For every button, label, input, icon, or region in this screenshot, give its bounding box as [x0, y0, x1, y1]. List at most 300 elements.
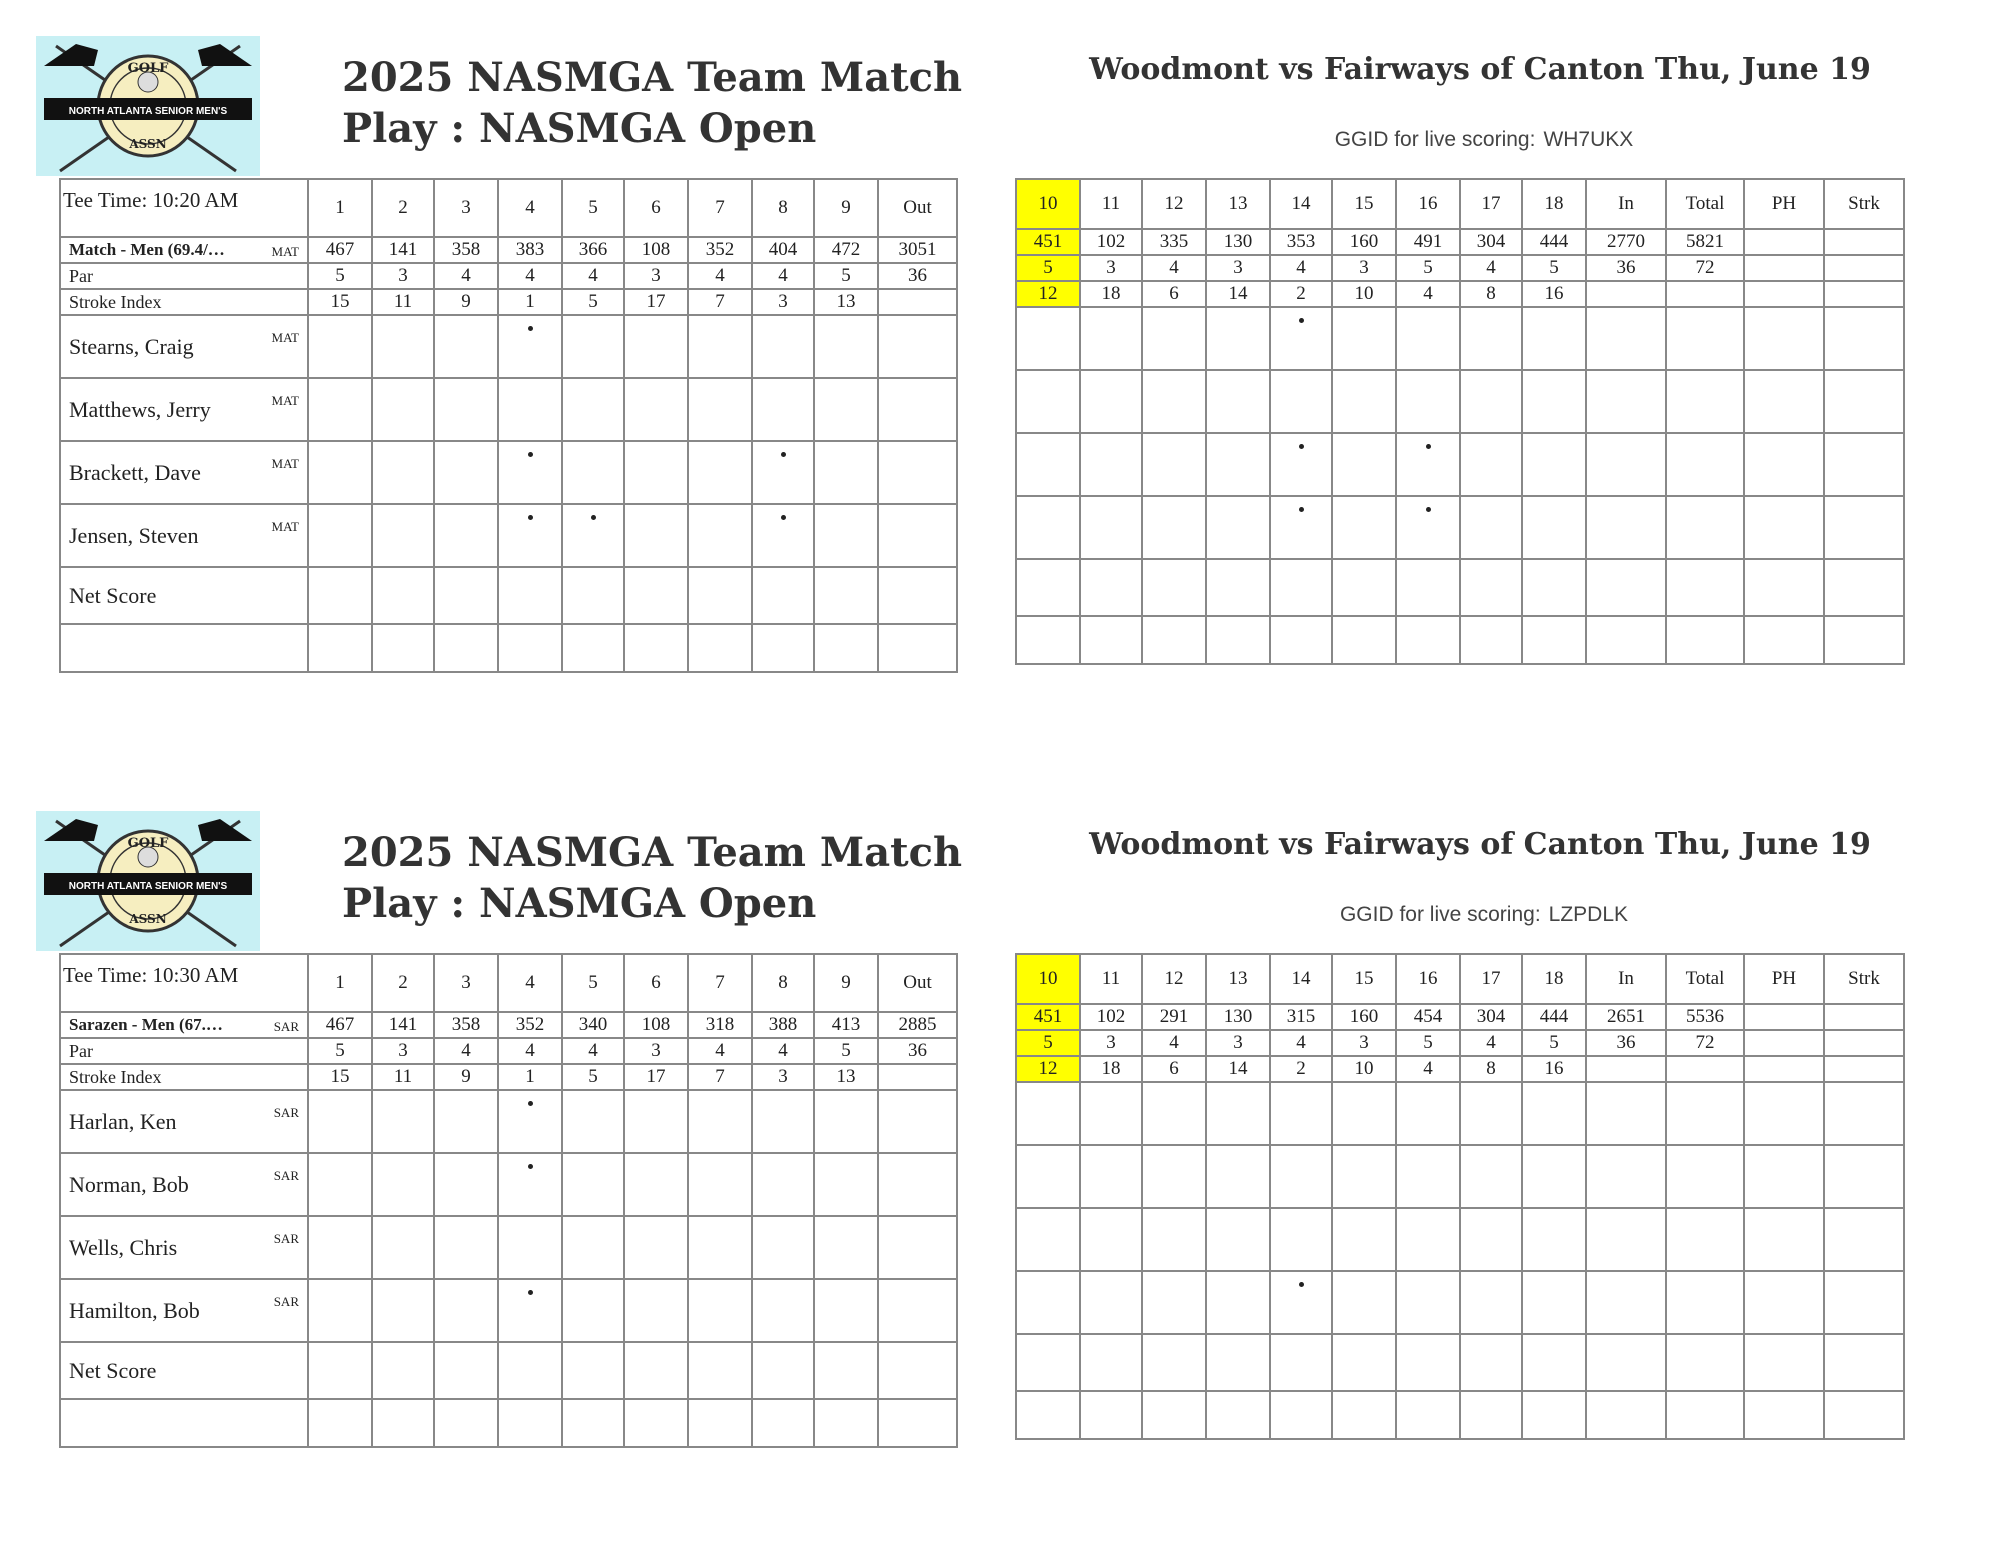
score-cell[interactable]	[308, 1279, 372, 1342]
par-cell	[1744, 255, 1824, 281]
score-cell[interactable]	[878, 441, 957, 504]
score-cell[interactable]	[688, 1090, 752, 1153]
score-cell[interactable]	[1824, 1271, 1904, 1334]
score-cell[interactable]	[1270, 307, 1332, 370]
score-cell[interactable]	[434, 315, 498, 378]
net-score-cell[interactable]	[878, 1342, 957, 1399]
yardage-cell	[1744, 1004, 1824, 1030]
score-cell[interactable]	[562, 1216, 624, 1279]
score-cell[interactable]	[1270, 1082, 1332, 1145]
score-cell[interactable]	[1586, 1082, 1666, 1145]
score-cell[interactable]	[1396, 1208, 1460, 1271]
score-cell[interactable]	[1080, 1145, 1142, 1208]
player-row	[1016, 1082, 1904, 1145]
score-cell[interactable]	[308, 1153, 372, 1216]
score-cell[interactable]	[1142, 1082, 1206, 1145]
yardage-cell	[1824, 229, 1904, 255]
par-cell: 5	[1522, 1030, 1586, 1056]
score-cell[interactable]	[1270, 433, 1332, 496]
score-cell[interactable]	[1522, 307, 1586, 370]
score-cell[interactable]	[1016, 307, 1080, 370]
score-cell[interactable]	[1666, 496, 1744, 559]
score-cell[interactable]	[624, 1216, 688, 1279]
blank-cell	[1522, 616, 1586, 664]
score-cell[interactable]	[434, 441, 498, 504]
net-score-cell[interactable]	[1666, 559, 1744, 616]
net-score-cell[interactable]	[688, 567, 752, 624]
score-cell[interactable]	[624, 441, 688, 504]
score-cell[interactable]	[1142, 1208, 1206, 1271]
stroke-index-cell: 5	[562, 1064, 624, 1090]
score-cell[interactable]	[372, 1279, 434, 1342]
par-cell: 5	[1016, 1030, 1080, 1056]
score-cell[interactable]	[1270, 1208, 1332, 1271]
net-score-cell[interactable]	[624, 1342, 688, 1399]
score-cell[interactable]	[1206, 1145, 1270, 1208]
score-cell[interactable]	[688, 378, 752, 441]
score-cell[interactable]	[1206, 1208, 1270, 1271]
score-cell[interactable]	[1206, 1271, 1270, 1334]
score-cell[interactable]	[308, 315, 372, 378]
net-score-cell[interactable]	[434, 1342, 498, 1399]
score-cell[interactable]	[1744, 496, 1824, 559]
score-cell[interactable]	[1460, 307, 1522, 370]
blank-cell	[372, 624, 434, 672]
score-cell[interactable]	[434, 1216, 498, 1279]
yardage-cell: 304	[1460, 1004, 1522, 1030]
score-cell[interactable]	[624, 1279, 688, 1342]
score-cell[interactable]	[308, 1090, 372, 1153]
score-cell[interactable]	[878, 1153, 957, 1216]
score-cell[interactable]	[752, 1216, 814, 1279]
score-cell[interactable]	[1460, 1208, 1522, 1271]
tee-time: Tee Time: 10:20 AM	[60, 179, 308, 237]
score-cell[interactable]	[1522, 1208, 1586, 1271]
stroke-dot-icon	[1299, 444, 1304, 449]
score-cell[interactable]	[1666, 1082, 1744, 1145]
stroke-dot-icon	[528, 452, 533, 457]
score-cell[interactable]	[1396, 370, 1460, 433]
net-score-cell[interactable]	[1666, 1334, 1744, 1391]
score-cell[interactable]	[1332, 370, 1396, 433]
net-score-cell[interactable]	[562, 567, 624, 624]
score-cell[interactable]	[498, 1153, 562, 1216]
score-cell[interactable]	[1206, 496, 1270, 559]
score-cell[interactable]	[752, 1153, 814, 1216]
score-cell[interactable]	[1522, 496, 1586, 559]
hole-header: Total	[1666, 179, 1744, 229]
stroke-index-cell: 4	[1396, 281, 1460, 307]
score-cell[interactable]	[562, 1279, 624, 1342]
score-cell[interactable]	[1666, 370, 1744, 433]
score-cell[interactable]	[308, 504, 372, 567]
score-cell[interactable]	[1744, 1145, 1824, 1208]
score-cell[interactable]	[624, 315, 688, 378]
hole-header: 16	[1396, 179, 1460, 229]
score-cell[interactable]	[688, 315, 752, 378]
score-cell[interactable]	[498, 315, 562, 378]
net-score-cell[interactable]	[1522, 559, 1586, 616]
score-cell[interactable]	[814, 315, 878, 378]
score-cell[interactable]	[814, 378, 878, 441]
score-cell[interactable]	[1270, 370, 1332, 433]
score-cell[interactable]	[1396, 433, 1460, 496]
score-cell[interactable]	[1460, 496, 1522, 559]
stroke-index-cell: 14	[1206, 281, 1270, 307]
score-cell[interactable]	[624, 504, 688, 567]
score-cell[interactable]	[752, 504, 814, 567]
score-cell[interactable]	[498, 378, 562, 441]
score-cell[interactable]	[372, 504, 434, 567]
score-cell[interactable]	[1016, 1208, 1080, 1271]
score-cell[interactable]	[1332, 433, 1396, 496]
score-cell[interactable]	[562, 378, 624, 441]
score-cell[interactable]	[1332, 1145, 1396, 1208]
score-cell[interactable]	[814, 1090, 878, 1153]
yardage-cell: 2770	[1586, 229, 1666, 255]
net-score-cell[interactable]	[1744, 1334, 1824, 1391]
ggid-label: GGID for live scoring:	[1339, 903, 1541, 926]
blank-cell	[1744, 1391, 1824, 1439]
net-score-cell[interactable]	[1080, 559, 1142, 616]
net-score-cell[interactable]	[372, 1342, 434, 1399]
par-cell: 5	[1396, 255, 1460, 281]
blank-row	[1016, 616, 1904, 664]
blank-cell	[1666, 1391, 1744, 1439]
score-cell[interactable]	[688, 441, 752, 504]
score-cell[interactable]	[1586, 1271, 1666, 1334]
score-cell[interactable]	[1142, 1145, 1206, 1208]
tee-tag: MAT	[271, 393, 299, 408]
net-score-cell[interactable]	[1270, 559, 1332, 616]
score-cell[interactable]	[878, 1216, 957, 1279]
score-cell[interactable]	[688, 504, 752, 567]
net-score-cell[interactable]	[1332, 559, 1396, 616]
score-cell[interactable]	[688, 1216, 752, 1279]
score-cell[interactable]	[1744, 1082, 1824, 1145]
score-cell[interactable]	[1666, 1145, 1744, 1208]
par-cell: 3	[1332, 1030, 1396, 1056]
score-cell[interactable]	[1206, 370, 1270, 433]
net-score-cell[interactable]	[1206, 1334, 1270, 1391]
hole-header: Total	[1666, 954, 1744, 1004]
score-cell[interactable]	[814, 1279, 878, 1342]
score-cell[interactable]	[1332, 1271, 1396, 1334]
score-cell[interactable]	[562, 1153, 624, 1216]
score-cell[interactable]	[688, 1153, 752, 1216]
nasmga-logo	[36, 36, 260, 176]
score-cell[interactable]	[1332, 496, 1396, 559]
score-cell[interactable]	[372, 1090, 434, 1153]
hole-header: 14	[1270, 954, 1332, 1004]
net-score-cell[interactable]	[1744, 559, 1824, 616]
score-cell[interactable]	[1016, 1145, 1080, 1208]
yardage-cell: 491	[1396, 229, 1460, 255]
score-cell[interactable]	[752, 441, 814, 504]
score-cell[interactable]	[1080, 1082, 1142, 1145]
tee-tag: SAR	[273, 1168, 299, 1183]
score-cell[interactable]	[1744, 1271, 1824, 1334]
hole-header: 17	[1460, 954, 1522, 1004]
score-cell[interactable]	[1396, 1271, 1460, 1334]
net-score-cell[interactable]	[1522, 1334, 1586, 1391]
blank-cell	[1666, 616, 1744, 664]
stroke-index-cell: 7	[688, 289, 752, 315]
score-cell[interactable]	[1522, 1082, 1586, 1145]
score-cell[interactable]	[1080, 433, 1142, 496]
par-cell: 4	[1270, 1030, 1332, 1056]
net-score-cell[interactable]	[562, 1342, 624, 1399]
yardage-cell: 102	[1080, 1004, 1142, 1030]
net-score-cell[interactable]	[308, 1342, 372, 1399]
net-score-cell[interactable]	[814, 567, 878, 624]
score-cell[interactable]	[434, 1279, 498, 1342]
score-cell[interactable]	[1744, 433, 1824, 496]
hole-header: 4	[498, 954, 562, 1012]
score-cell[interactable]	[1824, 1082, 1904, 1145]
score-cell[interactable]	[498, 441, 562, 504]
score-cell[interactable]	[1522, 1145, 1586, 1208]
score-cell[interactable]	[1270, 1271, 1332, 1334]
net-score-cell[interactable]	[1460, 1334, 1522, 1391]
score-cell[interactable]	[814, 504, 878, 567]
net-score-cell[interactable]	[1016, 1334, 1080, 1391]
score-cell[interactable]	[1080, 370, 1142, 433]
net-score-cell[interactable]	[1396, 1334, 1460, 1391]
score-cell[interactable]	[372, 441, 434, 504]
score-cell[interactable]	[1586, 307, 1666, 370]
score-cell[interactable]	[1824, 433, 1904, 496]
net-score-cell[interactable]	[1332, 1334, 1396, 1391]
score-cell[interactable]	[434, 378, 498, 441]
net-score-cell[interactable]	[1586, 559, 1666, 616]
score-cell[interactable]	[498, 1279, 562, 1342]
score-cell[interactable]	[1142, 433, 1206, 496]
net-score-cell[interactable]	[1824, 1334, 1904, 1391]
score-cell[interactable]	[1666, 433, 1744, 496]
score-cell[interactable]	[1460, 1082, 1522, 1145]
score-cell[interactable]	[1396, 1082, 1460, 1145]
net-score-cell[interactable]	[1080, 1334, 1142, 1391]
player-row	[60, 1216, 957, 1279]
net-score-cell[interactable]	[878, 567, 957, 624]
score-cell[interactable]	[1522, 433, 1586, 496]
stroke-index-row	[60, 289, 957, 315]
score-cell[interactable]	[1142, 1271, 1206, 1334]
score-cell[interactable]	[1080, 307, 1142, 370]
score-cell[interactable]	[814, 1216, 878, 1279]
net-score-cell[interactable]	[1142, 1334, 1206, 1391]
score-cell[interactable]	[1016, 433, 1080, 496]
score-cell[interactable]	[308, 378, 372, 441]
score-cell[interactable]	[752, 1090, 814, 1153]
score-cell[interactable]	[1586, 496, 1666, 559]
score-cell[interactable]	[1522, 370, 1586, 433]
score-cell[interactable]	[878, 315, 957, 378]
net-score-cell[interactable]	[752, 567, 814, 624]
score-cell[interactable]	[1206, 1082, 1270, 1145]
score-cell[interactable]	[1142, 370, 1206, 433]
stroke-index-cell: 18	[1080, 281, 1142, 307]
blank-cell	[498, 624, 562, 672]
score-cell[interactable]	[1396, 1145, 1460, 1208]
score-cell[interactable]	[308, 1216, 372, 1279]
score-cell[interactable]	[562, 315, 624, 378]
score-cell[interactable]	[562, 1090, 624, 1153]
net-score-cell[interactable]	[498, 567, 562, 624]
net-score-cell[interactable]	[688, 1342, 752, 1399]
stroke-index-cell: 9	[434, 289, 498, 315]
yardage-cell: 383	[498, 237, 562, 263]
score-cell[interactable]	[624, 1153, 688, 1216]
score-cell[interactable]	[878, 1279, 957, 1342]
score-cell[interactable]	[498, 504, 562, 567]
hole-header: In	[1586, 179, 1666, 229]
score-cell[interactable]	[1522, 1271, 1586, 1334]
score-cell[interactable]	[878, 378, 957, 441]
par-cell: 5	[1016, 255, 1080, 281]
score-cell[interactable]	[1824, 307, 1904, 370]
blank-cell	[1396, 1391, 1460, 1439]
net-score-cell[interactable]	[1586, 1334, 1666, 1391]
score-cell[interactable]	[1270, 1145, 1332, 1208]
score-cell[interactable]	[1016, 370, 1080, 433]
net-score-cell[interactable]	[752, 1342, 814, 1399]
score-cell[interactable]	[752, 315, 814, 378]
score-cell[interactable]	[814, 441, 878, 504]
back-nine-table	[1015, 953, 1905, 1440]
score-cell[interactable]	[308, 441, 372, 504]
score-cell[interactable]	[1666, 307, 1744, 370]
score-cell[interactable]	[372, 315, 434, 378]
score-cell[interactable]	[434, 504, 498, 567]
score-cell[interactable]	[498, 1216, 562, 1279]
score-cell[interactable]	[1666, 1271, 1744, 1334]
score-cell[interactable]	[372, 378, 434, 441]
yardage-cell: 444	[1522, 1004, 1586, 1030]
blank-row	[60, 1399, 957, 1447]
score-cell[interactable]	[1206, 433, 1270, 496]
net-score-cell[interactable]	[624, 567, 688, 624]
score-cell[interactable]	[1824, 1145, 1904, 1208]
score-cell[interactable]	[1586, 1145, 1666, 1208]
score-cell[interactable]	[1824, 370, 1904, 433]
score-cell[interactable]	[1142, 496, 1206, 559]
yardage-row	[1016, 1004, 1904, 1030]
score-cell[interactable]	[372, 1216, 434, 1279]
player-name: Stearns, Craig MAT	[60, 315, 308, 378]
score-cell[interactable]	[1080, 1208, 1142, 1271]
net-score-cell[interactable]	[1206, 559, 1270, 616]
score-cell[interactable]	[562, 504, 624, 567]
score-cell[interactable]	[1744, 370, 1824, 433]
stroke-index-cell: 3	[752, 1064, 814, 1090]
score-cell[interactable]	[1586, 433, 1666, 496]
yardage-cell: 451	[1016, 1004, 1080, 1030]
net-score-cell[interactable]	[1824, 559, 1904, 616]
nasmga-logo	[36, 811, 260, 951]
hole-header: 1	[308, 954, 372, 1012]
score-cell[interactable]	[1460, 433, 1522, 496]
net-score-cell[interactable]	[308, 567, 372, 624]
blank-cell	[434, 1399, 498, 1447]
score-cell[interactable]	[1016, 1082, 1080, 1145]
score-cell[interactable]	[1460, 1271, 1522, 1334]
score-cell[interactable]	[1666, 1208, 1744, 1271]
score-cell[interactable]	[1016, 496, 1080, 559]
score-cell[interactable]	[1586, 370, 1666, 433]
net-score-cell[interactable]	[1142, 559, 1206, 616]
score-cell[interactable]	[498, 1090, 562, 1153]
net-score-cell[interactable]	[1460, 559, 1522, 616]
score-cell[interactable]	[372, 1153, 434, 1216]
score-cell[interactable]	[1744, 307, 1824, 370]
score-cell[interactable]	[434, 1090, 498, 1153]
stroke-index-cell: 16	[1522, 1056, 1586, 1082]
score-cell[interactable]	[1142, 307, 1206, 370]
score-cell[interactable]	[1396, 307, 1460, 370]
score-cell[interactable]	[878, 504, 957, 567]
net-score-cell[interactable]	[1270, 1334, 1332, 1391]
net-score-cell[interactable]	[372, 567, 434, 624]
score-cell[interactable]	[562, 441, 624, 504]
net-score-cell[interactable]	[1396, 559, 1460, 616]
score-cell[interactable]	[1332, 1082, 1396, 1145]
score-cell[interactable]	[1396, 496, 1460, 559]
score-cell[interactable]	[1824, 496, 1904, 559]
score-cell[interactable]	[1824, 1208, 1904, 1271]
score-cell[interactable]	[1586, 1208, 1666, 1271]
score-cell[interactable]	[1332, 1208, 1396, 1271]
stroke-index-cell: 7	[688, 1064, 752, 1090]
score-cell[interactable]	[624, 1090, 688, 1153]
par-cell: 5	[814, 1038, 878, 1064]
score-cell[interactable]	[752, 1279, 814, 1342]
yardage-cell: 315	[1270, 1004, 1332, 1030]
score-cell[interactable]	[688, 1279, 752, 1342]
net-score-cell[interactable]	[498, 1342, 562, 1399]
score-cell[interactable]	[1080, 1271, 1142, 1334]
score-cell[interactable]	[752, 378, 814, 441]
score-cell[interactable]	[434, 1153, 498, 1216]
score-cell[interactable]	[1080, 496, 1142, 559]
player-name: Brackett, Dave MAT	[60, 441, 308, 504]
score-cell[interactable]	[624, 378, 688, 441]
net-score-cell[interactable]	[1016, 559, 1080, 616]
score-cell[interactable]	[1332, 307, 1396, 370]
par-cell: 36	[1586, 255, 1666, 281]
header-row	[60, 954, 957, 1012]
yardage-cell: 358	[434, 237, 498, 263]
stroke-index-cell: 12	[1016, 1056, 1080, 1082]
score-cell[interactable]	[1016, 1271, 1080, 1334]
net-score-label: Net Score	[60, 567, 308, 624]
net-score-cell[interactable]	[434, 567, 498, 624]
stroke-dot-icon	[1299, 1282, 1304, 1287]
score-cell[interactable]	[1460, 370, 1522, 433]
player-row	[60, 441, 957, 504]
hole-header: 7	[688, 179, 752, 237]
score-cell[interactable]	[1744, 1208, 1824, 1271]
net-score-cell[interactable]	[814, 1342, 878, 1399]
score-cell[interactable]	[814, 1153, 878, 1216]
score-cell[interactable]	[878, 1090, 957, 1153]
score-cell[interactable]	[1270, 496, 1332, 559]
score-cell[interactable]	[1460, 1145, 1522, 1208]
blank-cell	[1016, 1391, 1080, 1439]
par-cell: 4	[688, 263, 752, 289]
score-cell[interactable]	[1206, 307, 1270, 370]
